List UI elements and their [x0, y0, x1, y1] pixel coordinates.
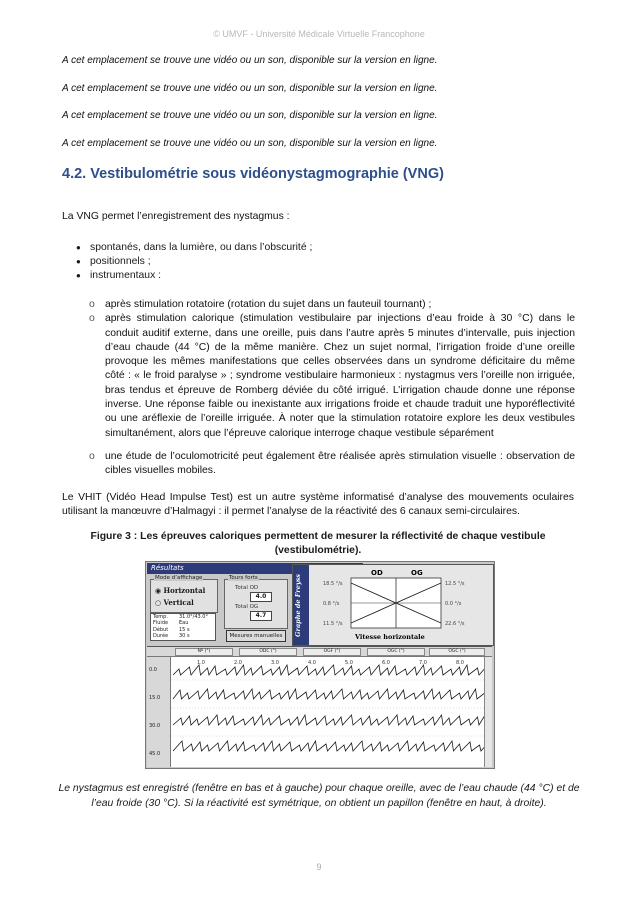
freyss-title: Graphe de Freyss: [294, 574, 302, 637]
media-placeholder: A cet emplacement se trouve une vidéo ou un son, disponible sur la version en ligne.: [62, 138, 438, 149]
nystagmus-trace: [173, 715, 487, 725]
media-placeholder: A cet emplacement se trouve une vidéo ou un son, disponible sur la version en ligne.: [62, 83, 438, 94]
total-og-label: Total OG: [235, 604, 259, 610]
column-header: OGC (°): [367, 648, 425, 656]
time-tick: 1.0: [197, 660, 205, 666]
rail-label: 15.0: [149, 695, 161, 701]
vhit-paragraph: Le VHIT (Vidéo Head Impulse Test) est un autre système informatisé d’analyse des mouvements oculaires utilisant la manœuvre d’Halmagyi : il permet l’analyse de la réactivité des 6 canaux semi-circulaires.: [62, 492, 574, 517]
rail-label: 45.0: [149, 751, 161, 757]
time-tick: 5.0: [345, 660, 353, 666]
list-item: ● instrumentaux :: [76, 269, 576, 283]
param-row: Durée 30 s: [153, 633, 190, 640]
right-tick: 12.5 °/s: [445, 581, 465, 587]
butterfly-chart: [293, 565, 493, 645]
section-heading: 4.2. Vestibulométrie sous vidéonystagmographie (VNG): [62, 166, 444, 182]
window-title: Résultats: [147, 563, 363, 574]
column-header: Nº (°): [175, 648, 233, 656]
param-row: Début 15 s: [153, 626, 190, 633]
column-header: OGC (°): [429, 648, 485, 656]
total-od-value: 4.0: [250, 592, 272, 602]
copyright-notice: © UMVF - Université Médicale Virtuelle Francophone: [213, 29, 425, 39]
speed-label: Vitesse horizontale: [355, 633, 425, 641]
time-tick: 4.0: [308, 660, 316, 666]
rail-label: 30.0: [149, 723, 161, 729]
time-tick: 6.0: [382, 660, 390, 666]
list-item: o après stimulation calorique (stimulation vestibulaire par injections d’eau froide à 30 °C) dans le conduit auditif externe, dans une oreille, puis dans l’autre après 5 minutes d’intervalle, puis injection d’eau chaude (44 °C) de la même manière. Chez un sujet normal, l’irrigation froide d’une oreille provoque les mêmes manifestations que celles observées dans un syndrome déficitaire du même côté : « le froid paralyse » ; syndrome vestibulaire harmonieux : nystagmus vers l’oreille non irriguée, bras tendus et épreuve de Romberg déviée du côté irrigué. L’irrigation chaude donne une réponse inverse. Une réponse faible ou inexistante aux irrigations froide et chaude traduit une hyporéflectivité ou une aréflexie de l’oreille irriguée. À noter que la stimulation rotatoire explore les deux vestibules simultanément, alors que l’épreuve calorique interroge chaque vestibule séparément: [89, 312, 575, 441]
list-item: o une étude de l’oculomotricité peut également être réalisée après stimulation visuelle : observation de cibles visuelles mobiles.: [89, 450, 575, 479]
time-tick: 3.0: [271, 660, 279, 666]
list-item: ● spontanés, dans la lumière, ou dans l’obscurité ;: [76, 241, 576, 255]
nystagmus-trace: [173, 665, 489, 675]
radio-horizontal-label: Horizontal: [163, 586, 206, 595]
display-mode-label: Mode d’affichage: [155, 575, 203, 581]
nystagmus-traces: [147, 647, 492, 767]
figure-caption: Figure 3 : Les épreuves caloriques permettent de mesurer la réflectivité de chaque vestibule (vestibulométrie).: [90, 531, 546, 556]
vng-results-figure: [145, 561, 495, 769]
parameters-panel: [150, 613, 216, 641]
radio-horizontal: ◉ Horizontal: [155, 586, 206, 595]
radio-vertical: ○ Vertical: [155, 598, 194, 607]
figure-description: Le nystagmus est enregistré (fenêtre en bas et à gauche) pour chaque oreille, avec de l’eau chaude (44 °C) et de l’eau froide (30 °C). Si la réactivité est symétrique, on obtient un papillon (fenêtre en haut, à droite).: [58, 783, 580, 809]
media-placeholder: A cet emplacement se trouve une vidéo ou un son, disponible sur la version en ligne.: [62, 110, 438, 121]
freyss-graph-panel: [292, 564, 494, 646]
left-tick: 0.8 °/s: [323, 601, 340, 607]
intro-paragraph: La VNG permet l’enregistrement des nystagmus :: [62, 211, 290, 222]
total-od-label: Total OD: [235, 585, 259, 591]
total-og-value: 4.7: [250, 611, 272, 621]
og-label: OG: [411, 569, 423, 577]
list-item: o après stimulation rotatoire (rotation du sujet dans un fauteuil tournant) ;: [89, 298, 575, 312]
sub-bullet-list: [89, 450, 575, 479]
sub-bullet-list: [89, 298, 575, 441]
left-tick: 11.5 °/s: [323, 621, 343, 627]
scrollbar: [484, 657, 492, 767]
rail-label: 0.0: [149, 667, 157, 673]
nystagmus-trace: [173, 741, 490, 751]
left-tick: 18.5 °/s: [323, 581, 343, 587]
right-tick: 22.6 °/s: [445, 621, 465, 627]
nystagmus-recording-panel: [147, 646, 492, 767]
param-row: Fluide Eau: [153, 620, 189, 627]
manual-measure-button: Mesures manuelles: [226, 630, 286, 642]
page-number: 9: [316, 862, 322, 872]
display-mode-group: [150, 575, 218, 613]
od-label: OD: [371, 569, 383, 577]
radio-vertical-label: Vertical: [163, 598, 194, 607]
column-header: OGF (°): [303, 648, 361, 656]
bullet-list: [76, 241, 576, 283]
time-tick: 7.0: [419, 660, 427, 666]
right-tick: 0.0 °/s: [445, 601, 462, 607]
list-item: ● positionnels ;: [76, 255, 576, 269]
totals-label: Tours forts: [229, 575, 258, 581]
totals-group: [224, 575, 288, 629]
time-tick: 8.0: [456, 660, 464, 666]
column-header: ODC (°): [239, 648, 297, 656]
time-tick: 2.0: [234, 660, 242, 666]
param-row: Temp. 31.0°/43.0°: [153, 614, 208, 620]
media-placeholder: A cet emplacement se trouve une vidéo ou un son, disponible sur la version en ligne.: [62, 55, 438, 66]
nystagmus-trace: [173, 689, 488, 699]
